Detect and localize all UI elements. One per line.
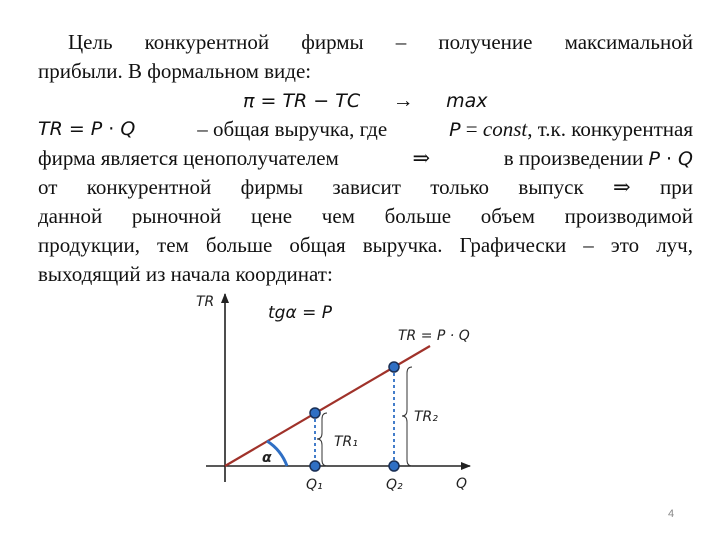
- word: выручка.: [362, 233, 443, 257]
- word: продукции,: [38, 233, 140, 257]
- arrow-symbol: →: [392, 88, 414, 112]
- price-symbol: P: [449, 119, 461, 141]
- word: фирмы: [301, 30, 364, 54]
- implies-symbol: ⇒: [412, 146, 431, 170]
- revenue-line: [225, 346, 430, 466]
- text-line-9: выходящий из начала координат:: [38, 262, 333, 286]
- tr1-label: TR₁: [334, 434, 358, 450]
- text-fragment: фирма является ценополучателем: [38, 146, 339, 170]
- tr2-brace: [402, 367, 412, 466]
- slope-formula: tgα = P: [268, 303, 332, 323]
- word: Цель: [68, 30, 113, 54]
- word: рыночной: [131, 204, 222, 228]
- implies-symbol: ⇒: [613, 175, 631, 199]
- max-formula: max: [446, 90, 488, 112]
- point-q2: [389, 461, 399, 471]
- word: луч,: [656, 233, 693, 257]
- point-q1: [310, 461, 320, 471]
- product-formula: P ⋅ Q: [648, 148, 693, 170]
- const-word: const: [482, 117, 528, 141]
- revenue-formula: TR = P ⋅ Q: [38, 118, 136, 140]
- word: от: [38, 175, 58, 199]
- word: только: [430, 175, 490, 199]
- word: максимальной: [564, 30, 693, 54]
- word: чем: [321, 204, 355, 228]
- text-line-2: прибыли. В формальном виде:: [38, 59, 312, 83]
- word: цене: [250, 204, 293, 228]
- q1-label: Q₁: [306, 477, 323, 493]
- x-axis-label: Q: [456, 476, 468, 492]
- word: производимой: [564, 204, 693, 228]
- word: получение: [438, 30, 533, 54]
- y-axis-label: TR: [196, 294, 215, 310]
- word: –: [395, 30, 407, 54]
- equals-sign: =: [465, 117, 478, 141]
- word: тем: [157, 233, 189, 257]
- word: больше: [205, 233, 273, 257]
- word: общая: [289, 233, 346, 257]
- word: –: [583, 233, 594, 257]
- word: при: [660, 175, 693, 199]
- word: фирмы: [240, 175, 304, 199]
- tr1-brace: [317, 413, 327, 466]
- page-number: 4: [668, 508, 675, 520]
- word: больше: [384, 204, 452, 228]
- q2-label: Q₂: [386, 477, 403, 493]
- word: объем: [480, 204, 535, 228]
- word: Графически: [459, 233, 567, 257]
- word: зависит: [332, 175, 401, 199]
- word: это: [610, 233, 640, 257]
- word: выпуск: [518, 175, 584, 199]
- profit-formula: π = TR − TC: [243, 90, 361, 112]
- text-fragment: в произведении: [503, 146, 644, 170]
- text-fragment: , т.к. конкурентная: [527, 117, 693, 141]
- word: конкурентной: [144, 30, 270, 54]
- text-fragment: – общая выручка, где: [197, 117, 388, 141]
- angle-label: α: [262, 450, 272, 466]
- line-label: TR = P · Q: [398, 328, 470, 344]
- word: конкурентной: [86, 175, 212, 199]
- point-tr1: [310, 408, 320, 418]
- word: данной: [38, 204, 103, 228]
- point-tr2: [389, 362, 399, 372]
- tr2-label: TR₂: [414, 409, 438, 425]
